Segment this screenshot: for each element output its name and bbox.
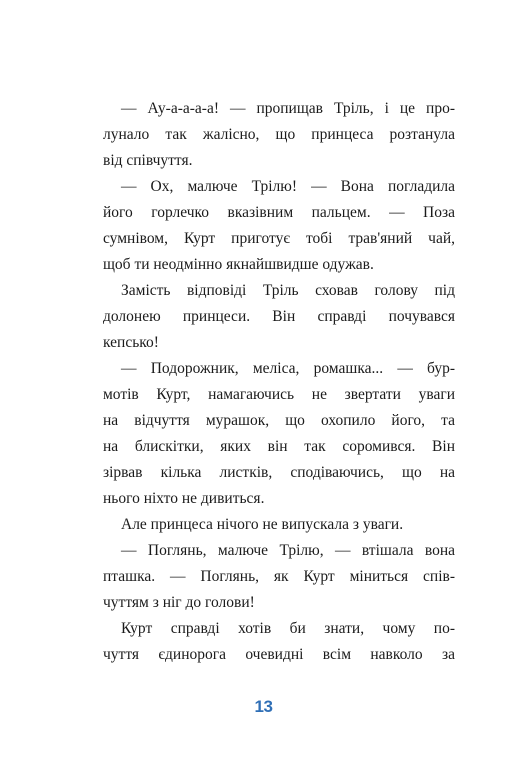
text-line: — Ох, малюче Трілю! — Вона погладила bbox=[121, 178, 455, 195]
body-text bbox=[103, 96, 455, 668]
text-line: лунало так жалісно, що принцеса розтанула bbox=[103, 126, 455, 143]
page-number: 13 bbox=[254, 697, 273, 716]
text-line: Але принцеса нічого не випускала з уваги. bbox=[121, 516, 404, 533]
text-line: Замість відповіді Тріль сховав голову під bbox=[121, 282, 455, 299]
text-line: чуттям з ніг до голови! bbox=[103, 594, 255, 611]
text-line: кепсько! bbox=[103, 334, 159, 351]
text-line: на відчуття мурашок, що охопило його, та bbox=[103, 412, 455, 429]
text-line: на блискітки, яких він так соромився. Він bbox=[103, 438, 455, 455]
text-line: — Подорожник, меліса, ромашка... — бур- bbox=[121, 360, 455, 377]
text-line: щоб ти неодмінно якнайшвидше одужав. bbox=[103, 256, 374, 273]
text-line: — Поглянь, малюче Трілю, — втішала вона bbox=[121, 542, 455, 559]
text-line: чуття єдинорога очевидні всім навколо за bbox=[103, 646, 455, 663]
text-line: Курт справді хотів би знати, чому по- bbox=[121, 620, 455, 637]
text-line: нього ніхто не дивиться. bbox=[103, 490, 265, 507]
text-line: долонею принцеси. Він справді почувався bbox=[103, 308, 455, 325]
text-line: його горлечко вказівним пальцем. — Поза bbox=[103, 204, 455, 221]
text-line: від співчуття. bbox=[103, 152, 193, 169]
text-line: сумнівом, Курт приготує тобі трав'яний чай, bbox=[103, 230, 455, 247]
text-line: пташка. — Поглянь, як Курт міниться спів- bbox=[103, 568, 455, 585]
text-line: мотів Курт, намагаючись не звертати уваги bbox=[103, 386, 455, 403]
text-line: — Ау-а-а-а-а! — пропищав Тріль, і це про- bbox=[121, 100, 455, 117]
text-line: зірвав кілька листків, сподіваючись, що на bbox=[103, 464, 455, 481]
